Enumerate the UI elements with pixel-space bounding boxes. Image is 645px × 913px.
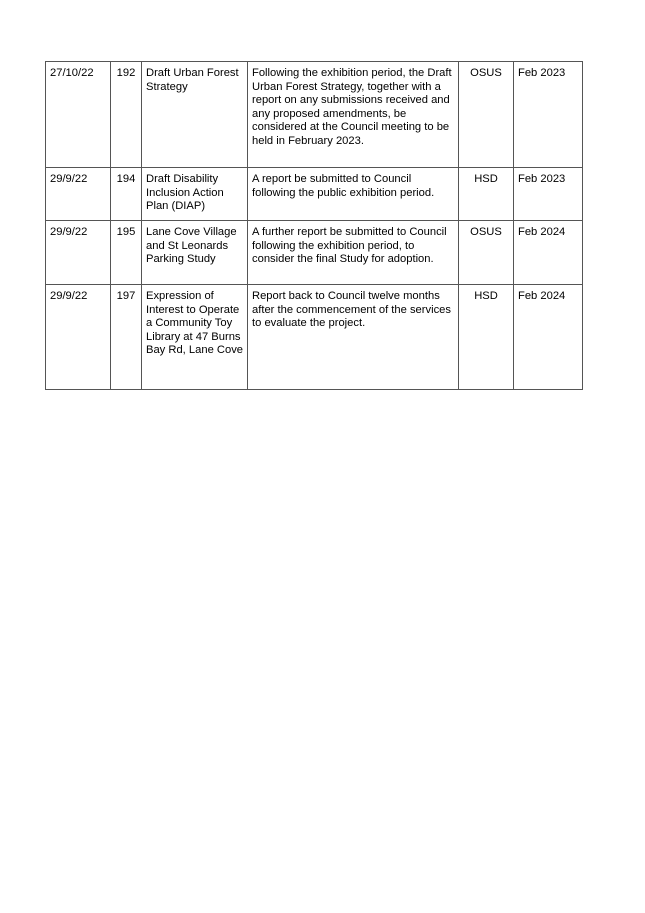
due-date-cell: Feb 2023 xyxy=(514,62,583,168)
due-date-cell: Feb 2024 xyxy=(514,285,583,390)
subject-cell: Lane Cove Village and St Leonards Parking Study xyxy=(142,221,248,285)
subject-cell: Draft Urban Forest Strategy xyxy=(142,62,248,168)
action-cell: Following the exhibition period, the Draft Urban Forest Strategy, together with a report on any submissions received and any proposed amendments, be considered at the Council meeting to be held in February 2023. xyxy=(248,62,459,168)
table-row xyxy=(46,285,583,390)
meeting-date-cell: 27/10/22 xyxy=(46,62,111,168)
table-row xyxy=(46,221,583,285)
action-cell: A further report be submitted to Council following the exhibition period, to consider the final Study for adoption. xyxy=(248,221,459,285)
due-date-cell: Feb 2024 xyxy=(514,221,583,285)
responsible-officer-cell: HSD xyxy=(459,285,514,390)
table-row xyxy=(46,62,583,168)
minute-number-cell: 194 xyxy=(111,168,142,221)
action-cell: A report be submitted to Council following the public exhibition period. xyxy=(248,168,459,221)
meeting-date-cell: 29/9/22 xyxy=(46,168,111,221)
meeting-date-cell: 29/9/22 xyxy=(46,285,111,390)
meeting-date-cell: 29/9/22 xyxy=(46,221,111,285)
subject-cell: Draft Disability Inclusion Action Plan (DIAP) xyxy=(142,168,248,221)
action-cell: Report back to Council twelve months after the commencement of the services to evaluate the project. xyxy=(248,285,459,390)
subject-cell: Expression of Interest to Operate a Community Toy Library at 47 Burns Bay Rd, Lane Cove xyxy=(142,285,248,390)
responsible-officer-cell: OSUS xyxy=(459,62,514,168)
table-row xyxy=(46,168,583,221)
minute-number-cell: 195 xyxy=(111,221,142,285)
responsible-officer-cell: OSUS xyxy=(459,221,514,285)
due-date-cell: Feb 2023 xyxy=(514,168,583,221)
minute-number-cell: 192 xyxy=(111,62,142,168)
responsible-officer-cell: HSD xyxy=(459,168,514,221)
minute-number-cell: 197 xyxy=(111,285,142,390)
resolutions-table xyxy=(45,61,583,390)
